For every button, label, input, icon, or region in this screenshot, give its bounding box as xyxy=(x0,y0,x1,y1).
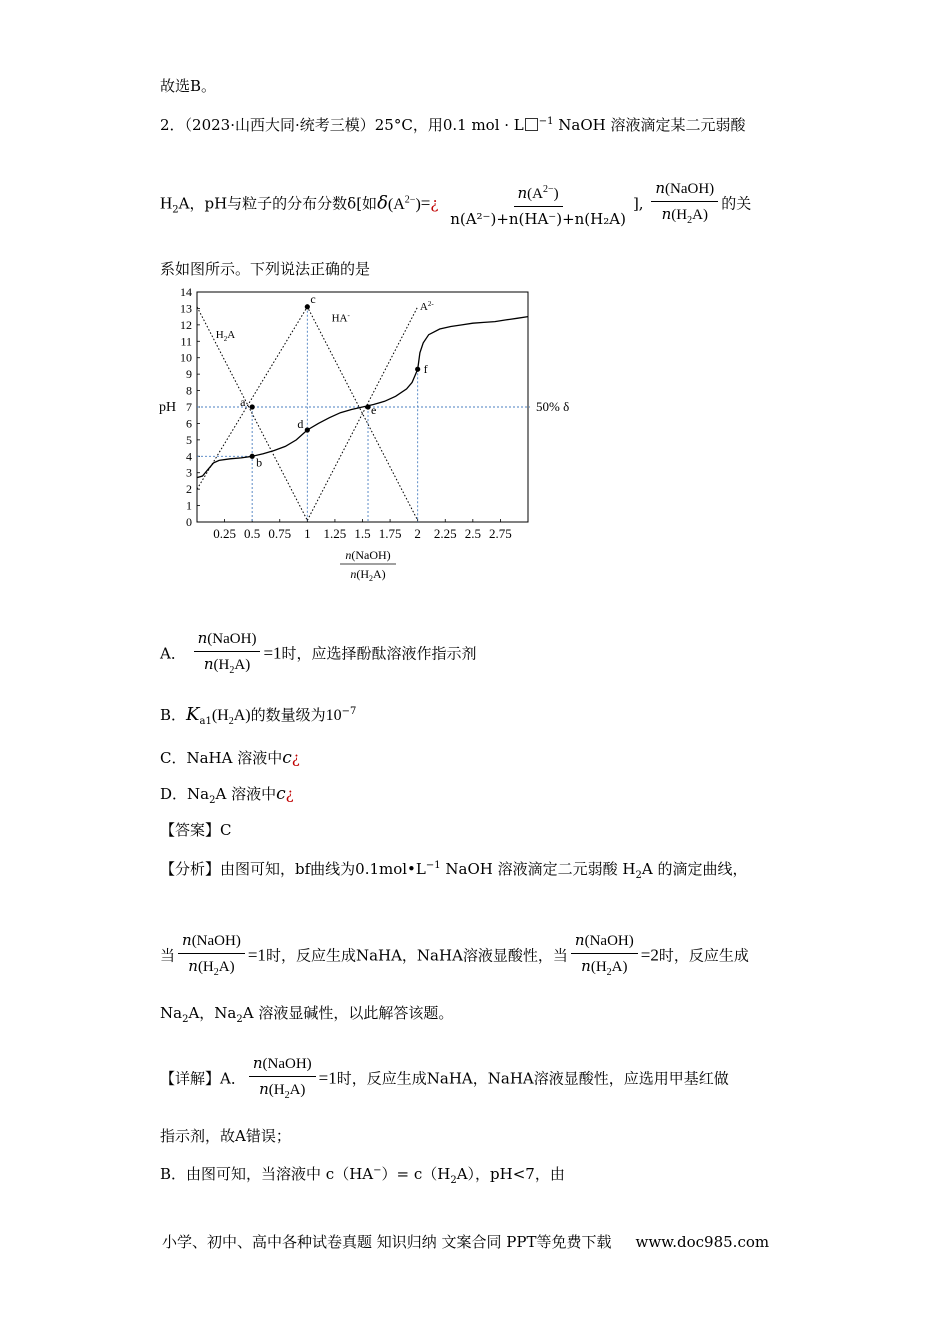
x-tick-label: 1.75 xyxy=(378,526,402,541)
x-tick-label: 2.75 xyxy=(489,526,512,541)
x-axis-label-numerator: n(NaOH) xyxy=(345,548,391,562)
x-tick-label: 2 xyxy=(414,526,421,541)
footer-url[interactable]: www.doc985.com xyxy=(635,1233,770,1251)
y-tick-label: 0 xyxy=(186,515,192,529)
y-tick-label: 14 xyxy=(180,285,192,299)
glitch-char: ¿ xyxy=(430,194,439,213)
y-tick-label: 2 xyxy=(186,482,192,497)
x-tick-label: 1 xyxy=(304,526,311,541)
x-tick-label: 0.75 xyxy=(268,526,292,541)
point-e xyxy=(365,404,370,409)
x-tick-label: 1.5 xyxy=(354,526,371,541)
analysis-line-3: $Na_2A$，$Na_2A$ 溶液显碱性，以此解答该题。 xyxy=(160,1004,454,1025)
detail-line-2: 指示剂，故A错误； xyxy=(160,1127,291,1145)
y-axis-label: pH xyxy=(159,400,177,415)
y-tick-label: 7 xyxy=(186,400,192,414)
x-tick-label: 2.25 xyxy=(433,526,457,541)
analysis-line-2: 当 $\frac{\text{n(NaOH)}}{n(H_2A)}$ =1时，反应生成NaHA，NaHA溶液显酸性，当 $\frac{\text{n(NaOH)}}{n(H_2A)}$ =2时，反应生成 xyxy=(160,931,749,978)
y-tick-label: 5 xyxy=(186,432,192,447)
x-axis-label-denominator: $n(H_2A)$ xyxy=(350,567,386,583)
point-c xyxy=(305,304,310,309)
reference-line-label: 50% δ xyxy=(536,399,570,414)
question-formula-line: $H_2A$，pH与粒子的分布分数δ[如$\delta(A^{2-})=¿$ $\frac{n(A^{2-})}{\text{n(A²⁻)+n(HA⁻)+n(H₂A)}}$ ], $\frac{\text{n(NaOH)}}{n(H_2A)}$ 的关 xyxy=(160,178,751,231)
titration-chart xyxy=(150,285,610,585)
y-tick-label: 12 xyxy=(180,317,192,332)
option-a[interactable]: A． $\frac{\text{n(NaOH)}}{n(H_2A)}$ =1时，应选择酚酞溶液作指示剂 xyxy=(160,629,477,676)
x-tick-label: 1.25 xyxy=(323,526,347,541)
answer-line: 【答案】C xyxy=(160,821,232,839)
y-tick-label: 10 xyxy=(180,350,192,365)
x-tick-label: 0.25 xyxy=(213,526,236,541)
option-b[interactable]: B．$K_{a1}(H_2A)$的数量级为$10^{-7}$ xyxy=(160,704,357,728)
x-tick-label: 0.5 xyxy=(244,526,261,541)
option-d[interactable]: D．$Na_2A$ 溶液中c¿ xyxy=(160,784,294,806)
option-c[interactable]: C．NaHA 溶液中c¿ xyxy=(160,748,300,768)
footer-text: 小学、初中、高中各种试卷真题 知识归纳 文案合同 PPT等免费下载 xyxy=(162,1233,612,1251)
y-tick-label: 9 xyxy=(186,367,192,382)
y-tick-label: 1 xyxy=(186,498,192,513)
point-label-b: b xyxy=(256,455,263,470)
y-tick-label: 13 xyxy=(180,301,192,316)
y-tick-label: 3 xyxy=(186,465,192,480)
point-f xyxy=(415,367,420,372)
footer xyxy=(162,1231,769,1252)
y-tick-label: 11 xyxy=(180,334,192,349)
previous-answer-line: 故选B。 xyxy=(160,77,217,95)
y-tick-label: 6 xyxy=(186,416,192,431)
question-intro: 2．（2023·山西大同·统考三模）25°C，用0.1 mol · L $^{-1}$ NaOH 溶液滴定某二元弱酸 xyxy=(160,116,746,134)
analysis-line-1: 【分析】由图可知，bf曲线为$0.1mol•L^{-1}$ NaOH 溶液滴定二元弱酸 $H_2A$ 的滴定曲线， xyxy=(160,860,748,881)
series-label-a2: $A^{2-}$ xyxy=(419,300,434,314)
point-label-a: a xyxy=(240,395,246,409)
point-a xyxy=(250,404,255,409)
point-label-d: d xyxy=(297,417,304,431)
x-tick-label: 2.5 xyxy=(464,526,481,541)
y-tick-label: 8 xyxy=(186,383,192,398)
point-label-e: e xyxy=(371,403,377,417)
point-b xyxy=(250,454,255,459)
point-label-f: f xyxy=(423,362,428,377)
titration-curve xyxy=(197,317,528,478)
series-label-ha: HA- xyxy=(331,311,350,325)
question-line-3: 系如图所示。下列说法正确的是 xyxy=(160,260,371,278)
point-label-c: c xyxy=(310,291,316,306)
series-label-h2a: $H_2A$ xyxy=(215,329,236,343)
placeholder-box-icon xyxy=(525,118,538,131)
detail-line-1: 【详解】A． $\frac{\text{n(NaOH)}}{n(H_2A)}$ =1时，反应生成NaHA，NaHA溶液显酸性，应选用甲基红做 xyxy=(160,1054,729,1101)
ratio-fraction: $\frac{\text{n(NaOH)}}{n(H_2A)}$ xyxy=(651,178,718,231)
point-d xyxy=(305,427,310,432)
detail-line-3: B．由图可知，当溶液中 $c(HA^-)= c(H_2A)$，pH<7，由 xyxy=(160,1165,565,1186)
delta-fraction: $\frac{n(A^{2-})}{\text{n(A²⁻)+n(HA⁻)+n(H₂A)}}$ xyxy=(446,180,630,229)
y-tick-label: 4 xyxy=(186,449,192,464)
